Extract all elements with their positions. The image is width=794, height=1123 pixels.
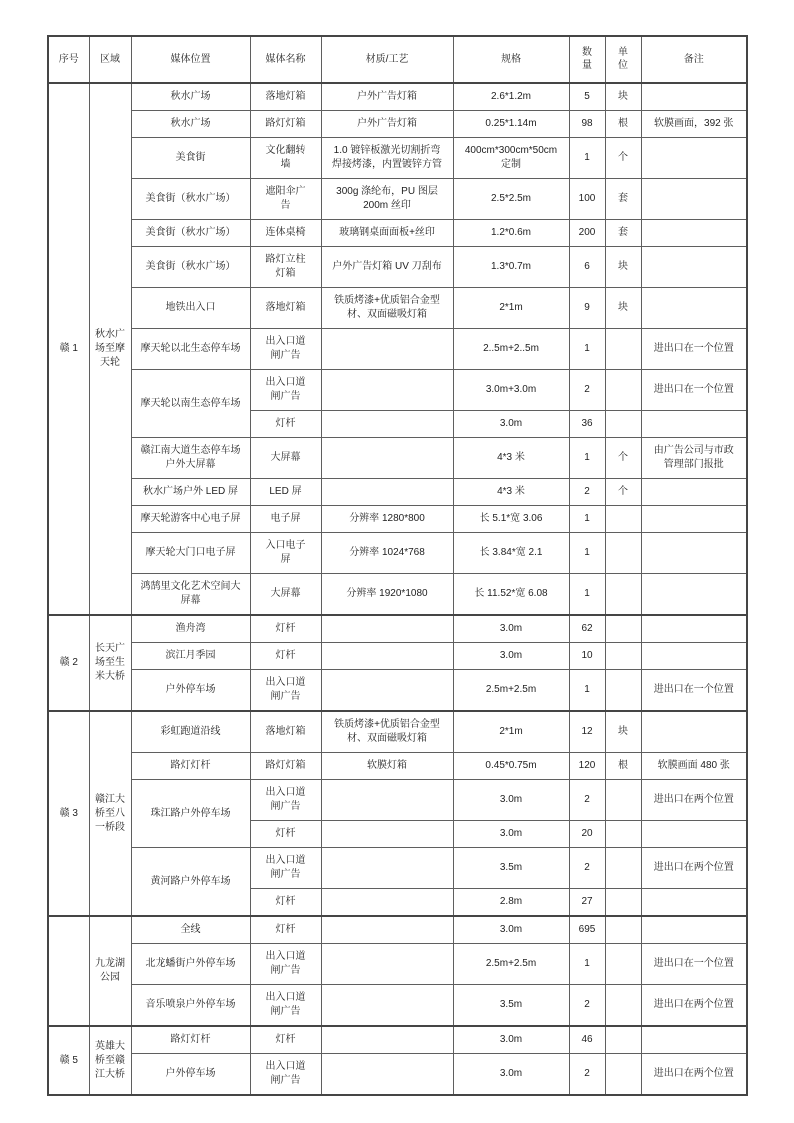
cell-spec: 3.0m [453, 411, 569, 438]
section-group-1 [48, 83, 747, 615]
cell-spec: 长 3.84*宽 2.1 [453, 533, 569, 574]
cell-spec: 1.2*0.6m [453, 220, 569, 247]
cell-unit: 根 [605, 111, 641, 138]
cell-position: 音乐喷泉户外停车场 [131, 985, 250, 1027]
table-row [48, 753, 747, 780]
cell-spec: 2.5m+2.5m [453, 944, 569, 985]
cell-unit [605, 370, 641, 411]
table-row [48, 848, 747, 889]
cell-spec: 2*1m [453, 711, 569, 753]
cell-name: 出入口道闸广告 [250, 370, 321, 411]
table-row [48, 1054, 747, 1096]
cell-material [321, 780, 453, 821]
cell-name: 出入口道闸广告 [250, 944, 321, 985]
cell-remark: 进出口在两个位置 [641, 780, 747, 821]
cell-position: 滨江月季园 [131, 643, 250, 670]
cell-spec: 3.0m [453, 643, 569, 670]
cell-material: 分辨率 1024*768 [321, 533, 453, 574]
column-header-label: 媒体位置 [170, 53, 211, 65]
cell-unit [605, 1054, 641, 1096]
cell-unit [605, 848, 641, 889]
cell-remark [641, 643, 747, 670]
cell-unit [605, 889, 641, 917]
cell-qty: 120 [569, 753, 605, 780]
cell-unit [605, 574, 641, 616]
cell-spec: 2*1m [453, 288, 569, 329]
cell-qty: 27 [569, 889, 605, 917]
cell-position: 秋水广场户外 LED 屏 [131, 479, 250, 506]
table-header-row [48, 36, 747, 83]
cell-qty: 100 [569, 179, 605, 220]
cell-material [321, 916, 453, 944]
cell-position: 摩天轮大门口电子屏 [131, 533, 250, 574]
cell-spec: 长 5.1*宽 3.06 [453, 506, 569, 533]
cell-material [321, 670, 453, 712]
cell-unit [605, 506, 641, 533]
cell-spec: 0.45*0.75m [453, 753, 569, 780]
cell-qty: 2 [569, 985, 605, 1027]
cell-remark: 进出口在两个位置 [641, 1054, 747, 1096]
cell-material: 软膜灯箱 [321, 753, 453, 780]
table-row [48, 288, 747, 329]
cell-remark [641, 138, 747, 179]
region-cell: 赣江大桥至八一桥段 [89, 711, 131, 916]
cell-name: 出入口道闸广告 [250, 985, 321, 1027]
cell-unit [605, 411, 641, 438]
serial-cell [48, 916, 89, 1026]
cell-position: 地铁出入口 [131, 288, 250, 329]
cell-material [321, 643, 453, 670]
column-header-label: 数量 [582, 46, 592, 72]
cell-qty: 9 [569, 288, 605, 329]
cell-position: 彩虹跑道沿线 [131, 711, 250, 753]
cell-qty: 1 [569, 329, 605, 370]
cell-material: 铁质烤漆+优质铝合金型材、双面磁吸灯箱 [321, 711, 453, 753]
cell-spec: 2.5*2.5m [453, 179, 569, 220]
cell-remark: 进出口在两个位置 [641, 985, 747, 1027]
cell-remark [641, 821, 747, 848]
cell-unit [605, 1026, 641, 1054]
cell-material: 1.0 镀锌板激光切割折弯焊接烤漆，内置镀锌方管 [321, 138, 453, 179]
table-row [48, 643, 747, 670]
column-header-remark [641, 36, 747, 83]
region-cell: 秋水广场至摩天轮 [89, 83, 131, 615]
cell-qty: 1 [569, 138, 605, 179]
cell-remark: 由广告公司与市政管理部门报批 [641, 438, 747, 479]
column-header-label: 单位 [618, 46, 628, 72]
cell-unit [605, 670, 641, 712]
table-row [48, 711, 747, 753]
cell-material [321, 944, 453, 985]
cell-remark: 进出口在一个位置 [641, 370, 747, 411]
cell-remark [641, 411, 747, 438]
section-group-4 [48, 916, 747, 1026]
cell-name: 落地灯箱 [250, 711, 321, 753]
cell-material [321, 370, 453, 411]
cell-qty: 200 [569, 220, 605, 247]
column-header-label: 规格 [501, 53, 521, 65]
table-row [48, 533, 747, 574]
cell-qty: 1 [569, 438, 605, 479]
cell-remark: 进出口在一个位置 [641, 670, 747, 712]
cell-material: 分辨率 1280*800 [321, 506, 453, 533]
cell-unit [605, 533, 641, 574]
table-row [48, 670, 747, 712]
cell-qty: 98 [569, 111, 605, 138]
column-header-spec [453, 36, 569, 83]
cell-remark [641, 288, 747, 329]
cell-position: 美食街（秋水广场） [131, 179, 250, 220]
cell-spec: 3.0m [453, 1054, 569, 1096]
cell-position: 渔舟湾 [131, 615, 250, 643]
cell-remark [641, 574, 747, 616]
column-header-label: 材质/工艺 [365, 53, 409, 65]
cell-remark [641, 889, 747, 917]
table-row [48, 247, 747, 288]
serial-cell: 赣 1 [48, 83, 89, 615]
cell-name: 出入口道闸广告 [250, 329, 321, 370]
cell-name: 路灯灯箱 [250, 753, 321, 780]
cell-remark: 进出口在一个位置 [641, 329, 747, 370]
column-header-name [250, 36, 321, 83]
cell-unit: 套 [605, 220, 641, 247]
cell-name: 出入口道闸广告 [250, 780, 321, 821]
cell-position: 秋水广场 [131, 111, 250, 138]
cell-unit [605, 821, 641, 848]
cell-position: 鸿鹄里文化艺术空间大屏幕 [131, 574, 250, 616]
cell-qty: 5 [569, 83, 605, 111]
section-group-5 [48, 1026, 747, 1095]
region-cell: 长天广场至生米大桥 [89, 615, 131, 711]
cell-remark [641, 220, 747, 247]
cell-material [321, 848, 453, 889]
cell-unit [605, 916, 641, 944]
cell-qty: 1 [569, 533, 605, 574]
cell-name: 路灯立柱灯箱 [250, 247, 321, 288]
cell-spec: 3.5m [453, 985, 569, 1027]
cell-name: 出入口道闸广告 [250, 1054, 321, 1096]
table-row [48, 179, 747, 220]
cell-spec: 2.6*1.2m [453, 83, 569, 111]
cell-position: 珠江路户外停车场 [131, 780, 250, 848]
cell-spec: 4*3 米 [453, 479, 569, 506]
cell-unit [605, 944, 641, 985]
cell-material [321, 329, 453, 370]
cell-material: 分辨率 1920*1080 [321, 574, 453, 616]
cell-spec: 3.5m [453, 848, 569, 889]
cell-name: 灯杆 [250, 821, 321, 848]
cell-spec: 2..5m+2..5m [453, 329, 569, 370]
cell-name: 灯杆 [250, 643, 321, 670]
cell-remark [641, 711, 747, 753]
cell-position: 摩天轮游客中心电子屏 [131, 506, 250, 533]
cell-position: 路灯灯杆 [131, 1026, 250, 1054]
cell-material: 户外广告灯箱 UV 刀刮布 [321, 247, 453, 288]
cell-position: 户外停车场 [131, 1054, 250, 1096]
cell-material: 户外广告灯箱 [321, 111, 453, 138]
cell-qty: 695 [569, 916, 605, 944]
cell-position: 摩天轮以北生态停车场 [131, 329, 250, 370]
cell-position: 黄河路户外停车场 [131, 848, 250, 917]
column-header-unit [605, 36, 641, 83]
cell-unit: 个 [605, 138, 641, 179]
cell-spec: 3.0m [453, 615, 569, 643]
table-row [48, 138, 747, 179]
cell-spec: 2.8m [453, 889, 569, 917]
cell-remark [641, 479, 747, 506]
cell-material [321, 411, 453, 438]
table-row [48, 506, 747, 533]
cell-qty: 2 [569, 780, 605, 821]
table-row [48, 944, 747, 985]
media-inventory-table [47, 35, 748, 1096]
cell-name: 灯杆 [250, 1026, 321, 1054]
region-cell: 英雄大桥至赣江大桥 [89, 1026, 131, 1095]
cell-unit: 个 [605, 479, 641, 506]
column-header-label: 序号 [58, 53, 79, 65]
cell-unit [605, 780, 641, 821]
cell-material: 玻璃钢桌面面板+丝印 [321, 220, 453, 247]
section-group-2 [48, 615, 747, 711]
cell-qty: 2 [569, 479, 605, 506]
cell-material [321, 1054, 453, 1096]
cell-spec: 3.0m [453, 1026, 569, 1054]
cell-name: 文化翻转墙 [250, 138, 321, 179]
serial-cell: 赣 2 [48, 615, 89, 711]
cell-remark: 进出口在一个位置 [641, 944, 747, 985]
serial-cell: 赣 5 [48, 1026, 89, 1095]
column-header-region [89, 36, 131, 83]
cell-position: 秋水广场 [131, 83, 250, 111]
cell-material [321, 1026, 453, 1054]
cell-qty: 12 [569, 711, 605, 753]
cell-remark: 软膜画面 480 张 [641, 753, 747, 780]
cell-name: 灯杆 [250, 615, 321, 643]
cell-qty: 6 [569, 247, 605, 288]
cell-material [321, 889, 453, 917]
cell-name: 大屏幕 [250, 574, 321, 616]
cell-remark [641, 179, 747, 220]
cell-name: 灯杆 [250, 889, 321, 917]
cell-spec: 3.0m [453, 916, 569, 944]
cell-name: 入口电子屏 [250, 533, 321, 574]
cell-name: 出入口道闸广告 [250, 848, 321, 889]
cell-qty: 10 [569, 643, 605, 670]
serial-cell: 赣 3 [48, 711, 89, 916]
cell-position: 户外停车场 [131, 670, 250, 712]
section-group-3 [48, 711, 747, 916]
table-header [48, 36, 747, 83]
cell-name: 连体桌椅 [250, 220, 321, 247]
table-row [48, 916, 747, 944]
table-row [48, 615, 747, 643]
cell-spec: 3.0m [453, 821, 569, 848]
cell-position: 北龙蟠街户外停车场 [131, 944, 250, 985]
cell-name: 落地灯箱 [250, 83, 321, 111]
cell-material [321, 985, 453, 1027]
cell-unit: 套 [605, 179, 641, 220]
cell-material [321, 438, 453, 479]
table-row [48, 83, 747, 111]
table-row [48, 780, 747, 821]
table-row [48, 985, 747, 1027]
cell-unit [605, 985, 641, 1027]
cell-unit [605, 329, 641, 370]
cell-unit: 块 [605, 711, 641, 753]
cell-name: 灯杆 [250, 916, 321, 944]
cell-name: 路灯灯箱 [250, 111, 321, 138]
cell-name: 遮阳伞广告 [250, 179, 321, 220]
cell-unit [605, 643, 641, 670]
cell-remark: 进出口在两个位置 [641, 848, 747, 889]
cell-spec: 1.3*0.7m [453, 247, 569, 288]
cell-qty: 20 [569, 821, 605, 848]
cell-qty: 1 [569, 574, 605, 616]
column-header-serial [48, 36, 89, 83]
column-header-label: 区域 [100, 53, 120, 65]
cell-remark [641, 247, 747, 288]
table-row [48, 370, 747, 411]
region-cell: 九龙湖公园 [89, 916, 131, 1026]
cell-material [321, 479, 453, 506]
cell-material: 300g 涤纶布，PU 图层 200m 丝印 [321, 179, 453, 220]
cell-spec: 3.0m+3.0m [453, 370, 569, 411]
table-row [48, 479, 747, 506]
cell-name: 大屏幕 [250, 438, 321, 479]
column-header-label: 媒体名称 [265, 53, 306, 65]
cell-material [321, 615, 453, 643]
cell-spec: 0.25*1.14m [453, 111, 569, 138]
cell-remark [641, 615, 747, 643]
cell-qty: 2 [569, 370, 605, 411]
cell-unit [605, 615, 641, 643]
table-row [48, 329, 747, 370]
cell-spec: 400cm*300cm*50cm 定制 [453, 138, 569, 179]
cell-position: 路灯灯杆 [131, 753, 250, 780]
cell-remark [641, 506, 747, 533]
table-row [48, 1026, 747, 1054]
table-row [48, 111, 747, 138]
cell-qty: 46 [569, 1026, 605, 1054]
cell-qty: 1 [569, 944, 605, 985]
column-header-position [131, 36, 250, 83]
column-header-material [321, 36, 453, 83]
cell-remark [641, 533, 747, 574]
cell-spec: 3.0m [453, 780, 569, 821]
cell-name: 灯杆 [250, 411, 321, 438]
table-container [47, 35, 748, 1096]
cell-spec: 长 11.52*宽 6.08 [453, 574, 569, 616]
cell-remark [641, 916, 747, 944]
column-header-qty [569, 36, 605, 83]
cell-name: 落地灯箱 [250, 288, 321, 329]
cell-position: 美食街 [131, 138, 250, 179]
cell-material: 户外广告灯箱 [321, 83, 453, 111]
cell-position: 摩天轮以南生态停车场 [131, 370, 250, 438]
cell-remark [641, 83, 747, 111]
cell-qty: 2 [569, 1054, 605, 1096]
cell-unit: 块 [605, 83, 641, 111]
cell-remark [641, 1026, 747, 1054]
cell-spec: 4*3 米 [453, 438, 569, 479]
cell-material [321, 821, 453, 848]
cell-qty: 1 [569, 506, 605, 533]
cell-qty: 2 [569, 848, 605, 889]
cell-name: 电子屏 [250, 506, 321, 533]
cell-position: 美食街（秋水广场） [131, 220, 250, 247]
cell-unit: 个 [605, 438, 641, 479]
cell-position: 赣江南大道生态停车场户外大屏幕 [131, 438, 250, 479]
cell-qty: 1 [569, 670, 605, 712]
cell-material: 铁质烤漆+优质铝合金型材、双面磁吸灯箱 [321, 288, 453, 329]
cell-position: 全线 [131, 916, 250, 944]
table-row [48, 438, 747, 479]
cell-unit: 根 [605, 753, 641, 780]
cell-position: 美食街（秋水广场） [131, 247, 250, 288]
table-row [48, 220, 747, 247]
cell-name: LED 屏 [250, 479, 321, 506]
cell-qty: 62 [569, 615, 605, 643]
cell-spec: 2.5m+2.5m [453, 670, 569, 712]
cell-remark: 软膜画面，392 张 [641, 111, 747, 138]
table-row [48, 574, 747, 616]
cell-unit: 块 [605, 288, 641, 329]
cell-unit: 块 [605, 247, 641, 288]
cell-qty: 36 [569, 411, 605, 438]
column-header-label: 备注 [683, 53, 704, 65]
cell-name: 出入口道闸广告 [250, 670, 321, 712]
